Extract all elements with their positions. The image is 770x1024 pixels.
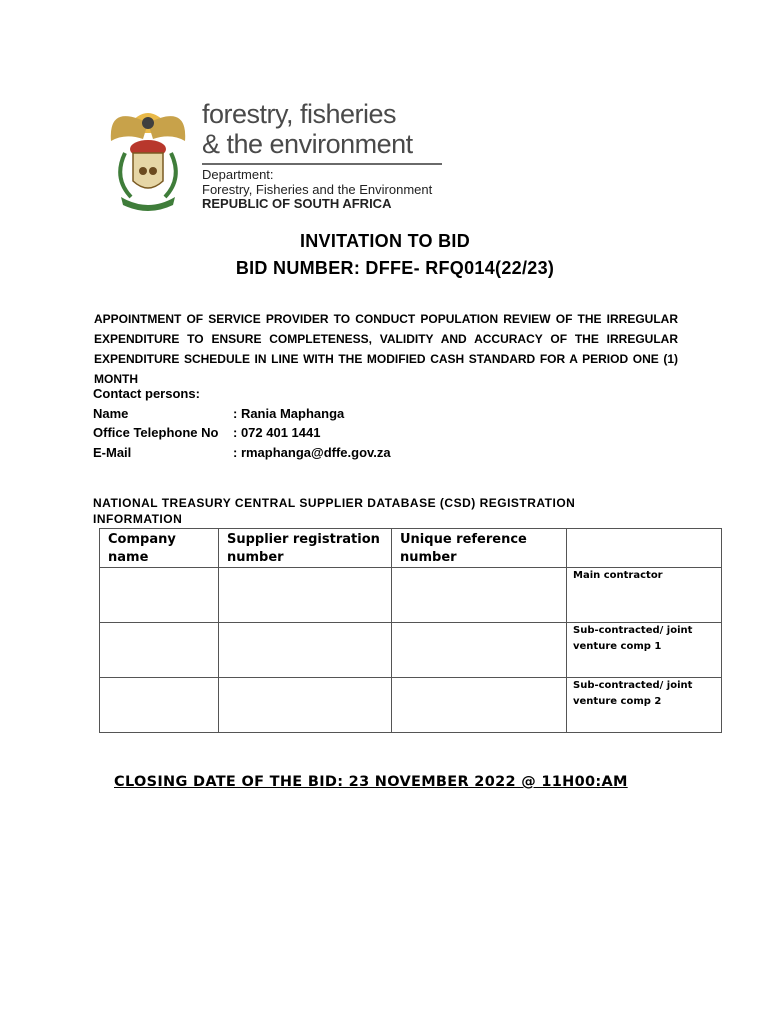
coat-of-arms-icon — [103, 93, 193, 213]
csd-registration-table — [99, 528, 722, 733]
reference-number-cell[interactable] — [392, 678, 567, 733]
supplier-number-cell[interactable] — [219, 623, 392, 678]
contact-label: Name — [93, 405, 129, 421]
department-logo — [103, 93, 448, 218]
brand-line-1: forestry, fisheries — [202, 99, 397, 129]
brand-divider — [202, 163, 442, 165]
supplier-number-cell[interactable] — [219, 568, 392, 623]
department-label: Department: — [202, 167, 274, 182]
column-header: Supplier registration number — [219, 529, 392, 568]
brand-line-2: & the environment — [202, 129, 413, 159]
company-name-cell[interactable] — [100, 623, 219, 678]
supplier-number-cell[interactable] — [219, 678, 392, 733]
document-title: INVITATION TO BID — [299, 231, 471, 251]
contact-row-phone — [93, 423, 391, 443]
row-label: Sub-contracted/ joint venture comp 2 — [567, 678, 722, 733]
closing-date: CLOSING DATE OF THE BID: 23 NOVEMBER 2022 @ 11H00:AM — [114, 774, 628, 790]
column-header: Unique reference number — [392, 529, 567, 568]
contact-label: E-Mail — [93, 444, 132, 460]
column-header — [567, 529, 722, 568]
contact-label: Office Telephone No — [93, 425, 219, 440]
bid-number: BID NUMBER: DFFE- RFQ014(22/23) — [235, 258, 555, 278]
column-header: Company name — [100, 529, 219, 568]
contact-value: : 072 401 1441 — [233, 425, 321, 440]
company-name-cell[interactable] — [100, 568, 219, 623]
contact-value: : Rania Maphanga — [233, 405, 345, 421]
contact-value: : rmaphanga@dffe.gov.za — [233, 444, 391, 460]
csd-heading: NATIONAL TREASURY CENTRAL SUPPLIER DATABASE (CSD) REGISTRATION INFORMATION — [93, 496, 576, 526]
contact-row-name — [93, 404, 391, 424]
row-label: Main contractor — [567, 568, 722, 623]
reference-number-cell[interactable] — [392, 623, 567, 678]
contact-section — [93, 384, 391, 462]
table-header-row — [100, 529, 722, 568]
contact-heading: Contact persons: — [93, 386, 200, 401]
table-row — [100, 623, 722, 678]
table-row — [100, 678, 722, 733]
reference-number-cell[interactable] — [392, 568, 567, 623]
bid-description: APPOINTMENT OF SERVICE PROVIDER TO CONDUCT POPULATION REVIEW OF THE IRREGULAR EXPENDITURE TO ENSURE COMPLETENESS, VALIDITY AND ACCURACY OF THE IRREGULAR EXPENDITURE SCHEDULE IN LINE WITH THE MODIFIED CASH STANDARD FOR A PERIOD ONE (1) MONTH — [94, 312, 678, 386]
department-name: Forestry, Fisheries and the Environment — [202, 182, 433, 197]
contact-row-email — [93, 443, 391, 463]
company-name-cell[interactable] — [100, 678, 219, 733]
country-name: REPUBLIC OF SOUTH AFRICA — [202, 196, 392, 211]
row-label: Sub-contracted/ joint venture comp 1 — [567, 623, 722, 678]
table-row — [100, 568, 722, 623]
